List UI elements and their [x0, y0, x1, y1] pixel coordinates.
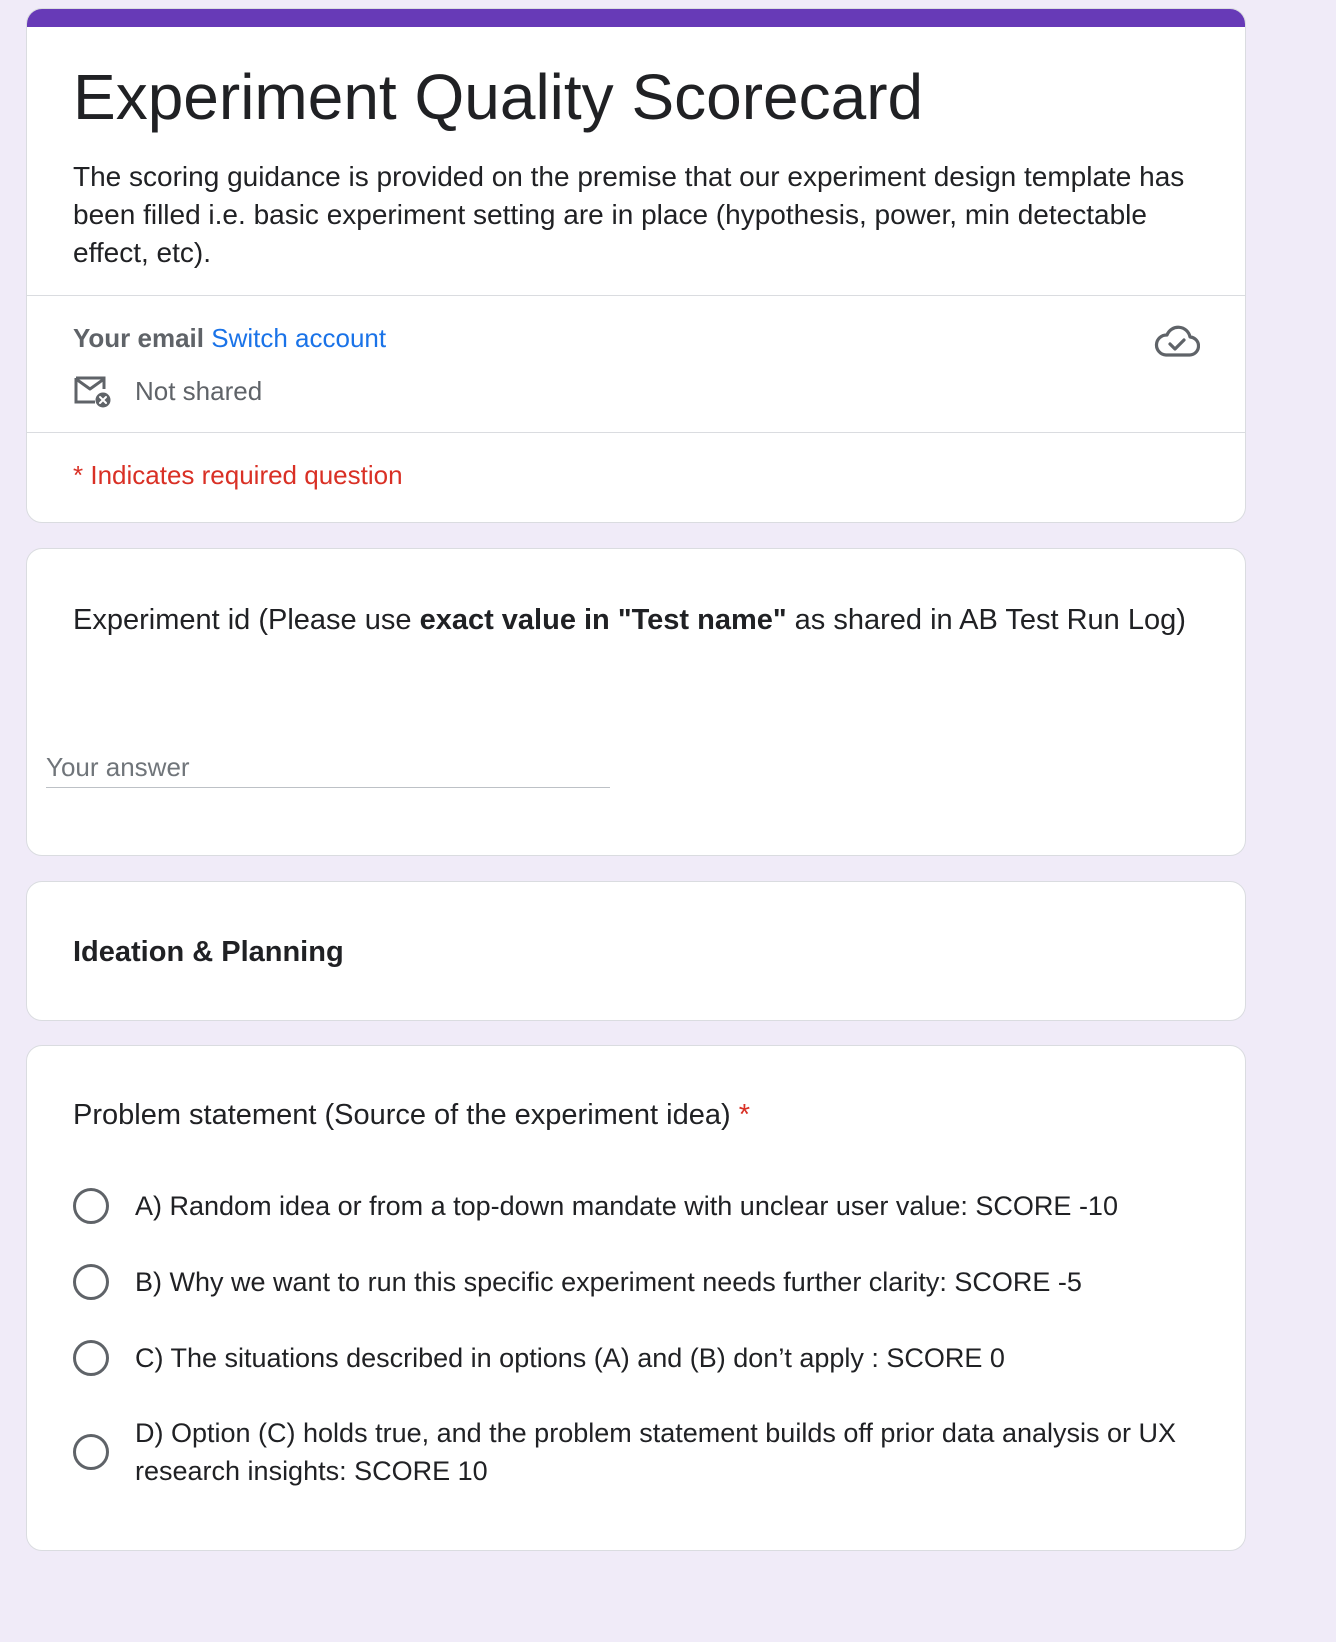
- form-description: The scoring guidance is provided on the premise that our experiment design template has been filled i.e. basic experiment setting are in place (hypothesis, power, min detectable effect, etc).: [73, 161, 1185, 268]
- required-question-note: * Indicates required question: [73, 460, 403, 490]
- email-row: [73, 322, 386, 354]
- section-header-card: [26, 881, 1246, 1021]
- switch-account-link[interactable]: Switch account: [211, 323, 387, 353]
- experiment-id-question-card: [26, 548, 1246, 856]
- question-title-text: Problem statement (Source of the experiment idea): [73, 1099, 731, 1131]
- not-shared-row: [73, 373, 262, 409]
- required-asterisk: *: [738, 1099, 751, 1131]
- experiment-id-question-title: [73, 597, 1193, 643]
- experiment-id-answer-input[interactable]: [46, 748, 610, 788]
- radio-option-a[interactable]: [73, 1187, 1213, 1225]
- problem-statement-question-title: [73, 1092, 1193, 1138]
- header-accent-bar: [27, 9, 1245, 27]
- radio-option-label: C) The situations described in options (A) and (B) don’t apply : SCORE 0: [135, 1343, 1005, 1373]
- radio-option-d[interactable]: [73, 1414, 1213, 1490]
- radio-button[interactable]: [73, 1434, 109, 1470]
- header-divider-bottom: [27, 432, 1245, 433]
- radio-option-c[interactable]: [73, 1339, 1213, 1377]
- radio-option-label: B) Why we want to run this specific experiment needs further clarity: SCORE -5: [135, 1267, 1082, 1297]
- not-shared-text: Not shared: [135, 375, 263, 406]
- question-title-part: Experiment id (Please use: [73, 604, 420, 636]
- question-title-bold: exact value in "Test name": [419, 604, 787, 636]
- radio-option-label: D) Option (C) holds true, and the problem statement builds off prior data analysis or UX research insights: SCORE 10: [135, 1418, 1177, 1486]
- question-title-part: as shared in AB Test Run Log): [786, 604, 1186, 636]
- header-divider-top: [27, 295, 1245, 296]
- problem-statement-question-card: [26, 1045, 1246, 1551]
- radio-option-b[interactable]: [73, 1263, 1213, 1301]
- radio-button[interactable]: [73, 1188, 109, 1224]
- radio-button[interactable]: [73, 1264, 109, 1300]
- form-title: Experiment Quality Scorecard: [73, 61, 924, 133]
- section-title: Ideation & Planning: [73, 936, 344, 968]
- radio-option-label: A) Random idea or from a top-down mandate with unclear user value: SCORE -10: [135, 1191, 1118, 1221]
- mail-not-shared-icon: [73, 373, 113, 409]
- email-label: Your email: [73, 323, 205, 353]
- cloud-saved-icon: [1154, 322, 1200, 362]
- radio-button[interactable]: [73, 1340, 109, 1376]
- form-header-card: [26, 8, 1246, 523]
